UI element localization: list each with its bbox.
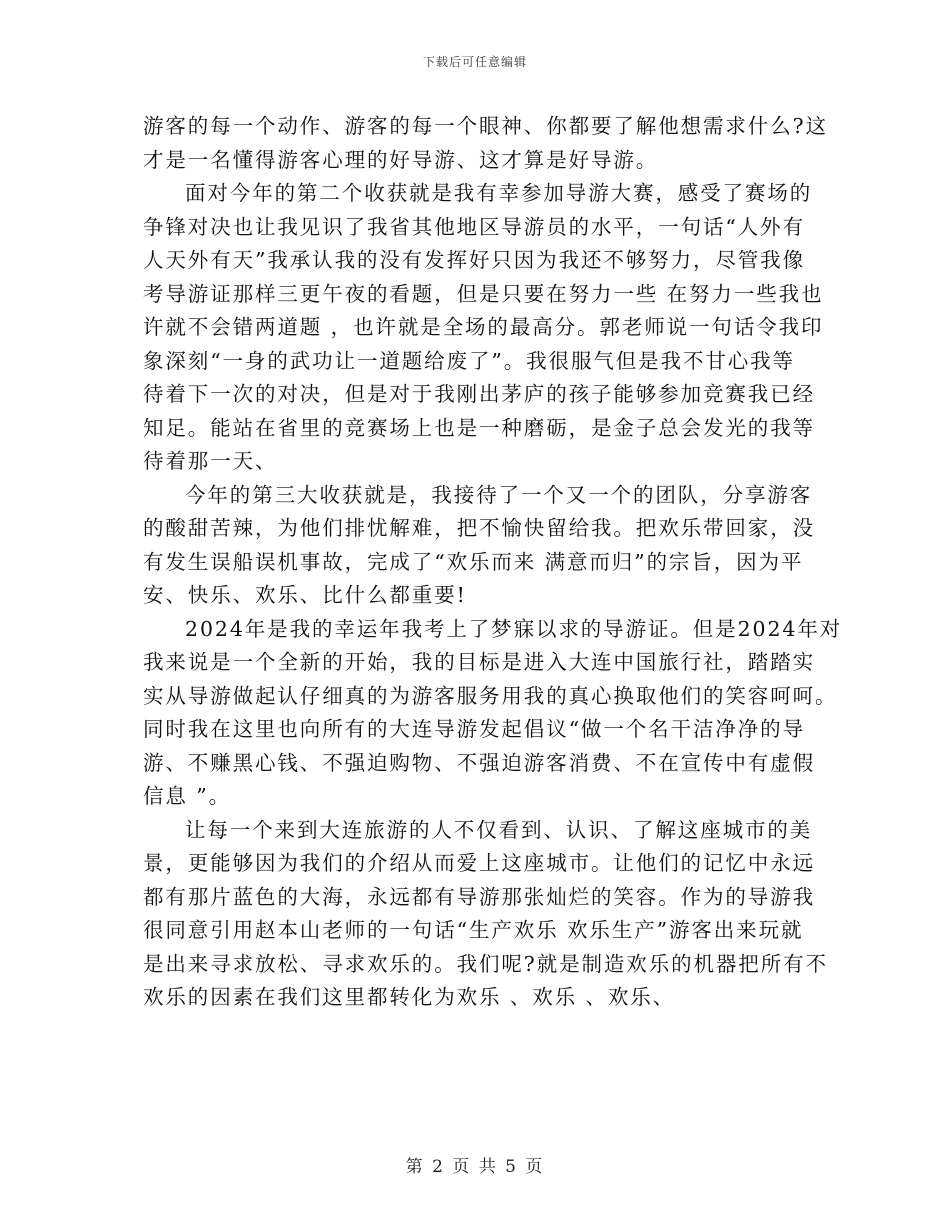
page-header: 下载后可任意编辑 — [422, 55, 527, 69]
text-line: 待着下一次的对决，但是对于我刚出茅庐的孩子能够参加竞赛我已经 — [143, 382, 815, 406]
text-line: 考导游证那样三更午夜的看题，但是只要在努力一些 在努力一些我也 — [143, 281, 824, 306]
document-body — [143, 110, 843, 1015]
text-line: 让每一个来到大连旅游的人不仅看到、认识、了解这座城市的美 — [185, 817, 813, 842]
text-line: 实从导游做起认仔细真的为游客服务用我的真心换取他们的笑容呵呵。 — [143, 683, 838, 708]
text-line: 今年的第三大收获就是，我接待了一个又一个的团队，分享游客 — [185, 482, 813, 507]
text-line: 象深刻“一身的武功让一道题给废了”。我很服气但是我不甘心我等 — [143, 348, 795, 373]
text-line: 待着那一天、 — [143, 449, 278, 473]
text-line: 欢乐的因素在我们这里都转化为欢乐 、欢乐 、欢乐、 — [143, 985, 676, 1009]
text-line: 才是一名懂得游客心理的好导游、这才算是好导游。 — [143, 147, 659, 172]
text-line: 许就不会错两道题 ，也许就是全场的最高分。郭老师说一句话令我印 — [143, 315, 824, 339]
text-line: 有发生误船误机事故，完成了“欢乐而来 满意而归”的宗旨，因为平 — [143, 549, 804, 574]
text-line: 我来说是一个全新的开始，我的目标是进入大连中国旅行社，踏踏实 — [143, 650, 815, 674]
text-line: 信息 ”。 — [143, 784, 231, 808]
text-line: 很同意引用赵本山老师的一句话“生产欢乐 欢乐生产”游客出来玩就 — [143, 918, 804, 942]
text-line: 2024年是我的幸运年我考上了梦寐以求的导游证。但是2024年对 — [185, 616, 843, 641]
text-line: 景，更能够因为我们的介绍从而爱上这座城市。让他们的记忆中永远 — [143, 851, 815, 875]
text-line: 安、快乐、欢乐、比什么都重要! — [143, 583, 467, 607]
text-line: 的酸甜苦辣，为他们排忧解难，把不愉快留给我。把欢乐带回家，没 — [143, 516, 815, 540]
text-line: 游客的每一个动作、游客的每一个眼神、你都要了解他想需求什么?这 — [143, 114, 828, 138]
text-line: 都有那片蓝色的大海，永远都有导游那张灿烂的笑容。作为的导游我 — [143, 884, 815, 909]
text-line: 争锋对决也让我见识了我省其他地区导游员的水平，一句话“人外有 — [143, 214, 805, 239]
page-number-footer: 第 2 页 共 5 页 — [405, 1157, 545, 1177]
text-line: 同时我在这里也向所有的大连导游发起倡议“做一个名干洁净净的导 — [143, 717, 805, 741]
text-line: 面对今年的第二个收获就是我有幸参加导游大赛，感受了赛场的 — [185, 181, 813, 205]
text-line: 是出来寻求放松、寻求欢乐的。我们呢?就是制造欢乐的机器把所有不 — [143, 951, 828, 976]
text-line: 人天外有天”我承认我的没有发挥好只因为我还不够努力，尽管我像 — [143, 248, 805, 272]
text-line: 知足。能站在省里的竞赛场上也是一种磨砺，是金子总会发光的我等 — [143, 415, 815, 440]
text-line: 游、不赚黑心钱、不强迫购物、不强迫游客消费、不在宣传中有虚假 — [143, 750, 815, 775]
